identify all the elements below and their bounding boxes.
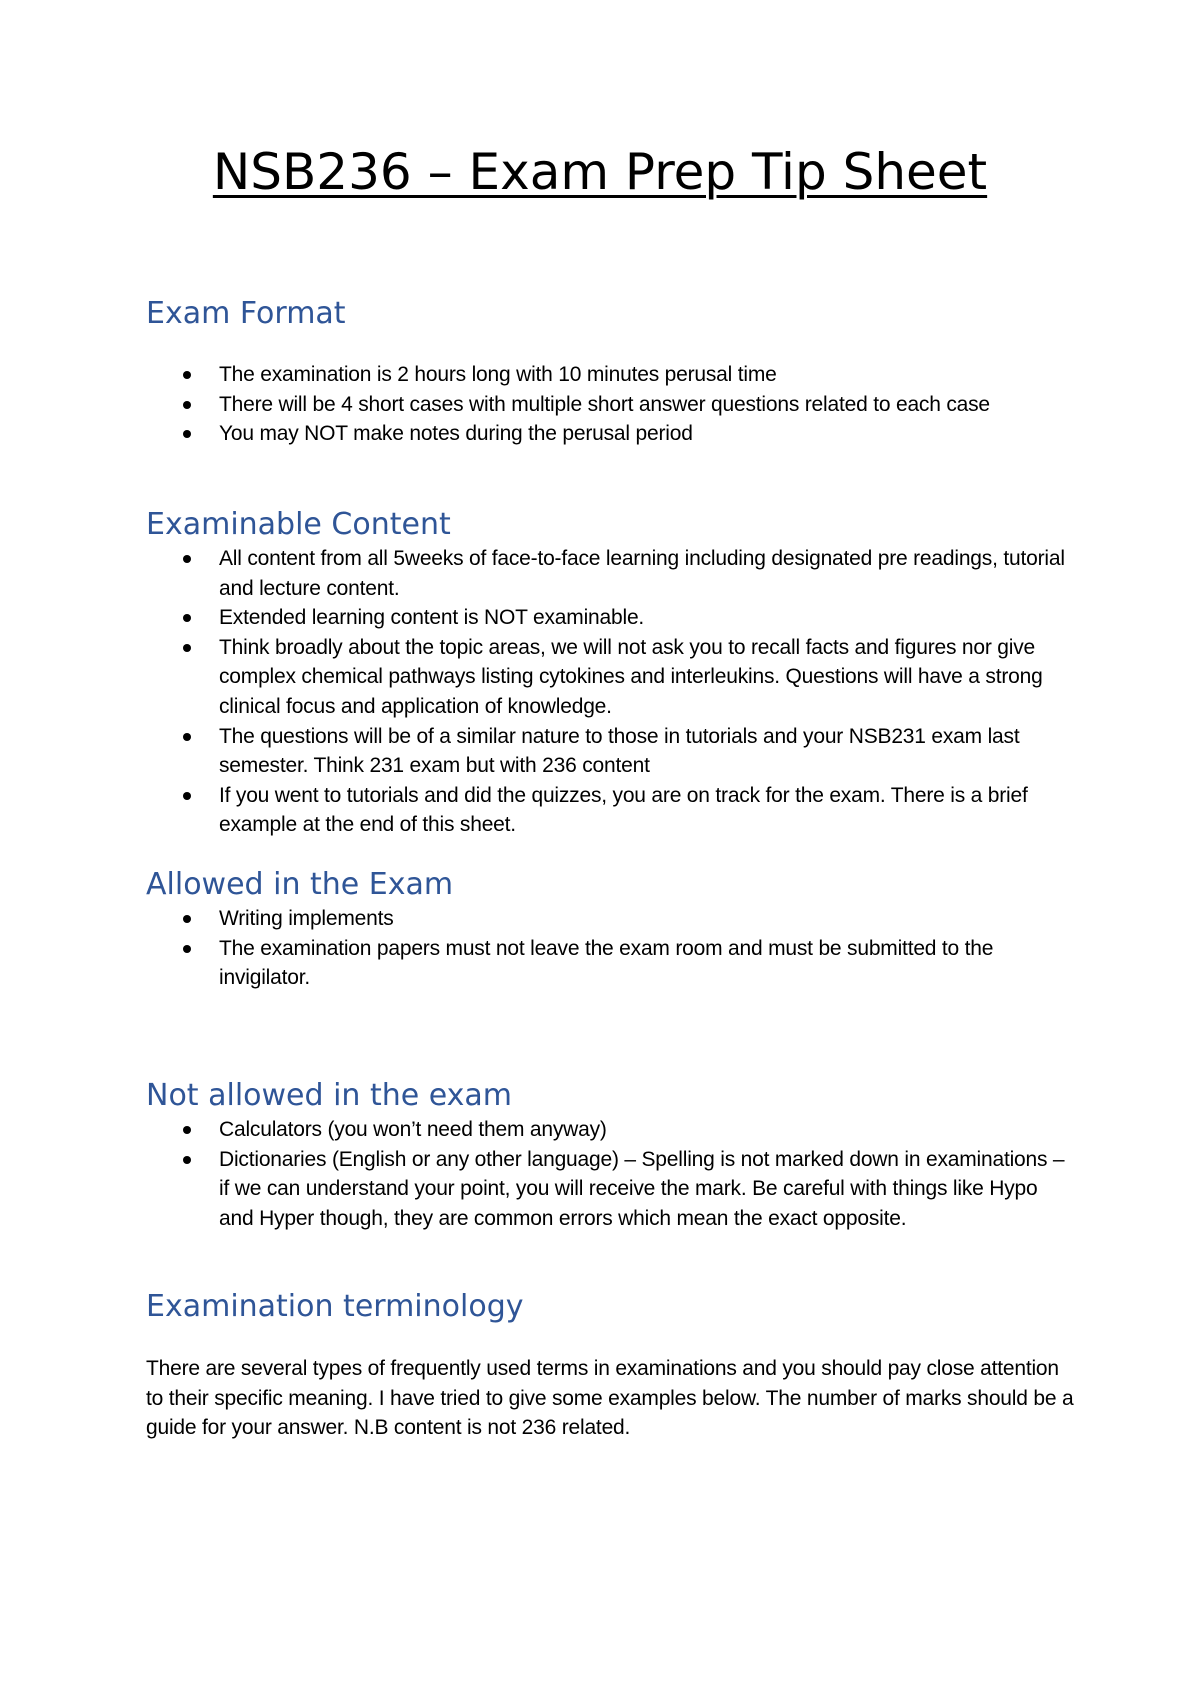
bullet-icon <box>183 644 191 652</box>
section-examinable-content <box>146 506 1076 840</box>
list-item: Think broadly about the topic areas, we will not ask you to recall facts and figures nor give complex chemical pathways listing cytokines and interleukins. Questions will have a strong clinical focus and application of knowledge. <box>146 633 1076 722</box>
section-exam-format <box>146 295 1076 449</box>
bullet-icon <box>183 1126 191 1134</box>
bullet-icon <box>183 430 191 438</box>
section-heading: Allowed in the Exam <box>146 867 454 902</box>
list-item: The examination papers must not leave the exam room and must be submitted to the invigilator. <box>146 934 1076 993</box>
bullet-icon <box>183 1156 191 1164</box>
list-item: Writing implements <box>146 904 1076 934</box>
list-item: There will be 4 short cases with multiple short answer questions related to each case <box>146 390 1076 420</box>
list-item: Dictionaries (English or any other language) – Spelling is not marked down in examinations – if we can understand your point, you will receive the mark. Be careful with things like Hypo and Hyper though, they are common errors which mean the exact opposite. <box>146 1145 1076 1234</box>
list-item: Calculators (you won’t need them anyway) <box>146 1115 1076 1145</box>
section-allowed-in-exam <box>146 866 1076 993</box>
section-heading: Not allowed in the exam <box>146 1078 513 1113</box>
bullet-icon <box>183 555 191 563</box>
section-heading: Examinable Content <box>146 507 451 542</box>
bullet-icon <box>183 371 191 379</box>
section-heading: Exam Format <box>146 296 346 331</box>
bullet-list <box>146 544 1076 840</box>
bullet-list <box>146 904 1076 993</box>
section-not-allowed-in-exam <box>146 1077 1076 1233</box>
section-examination-terminology <box>146 1288 1076 1443</box>
page-title: NSB236 – Exam Prep Tip Sheet <box>212 143 988 201</box>
list-item: Extended learning content is NOT examinable. <box>146 603 1076 633</box>
list-item: You may NOT make notes during the perusal period <box>146 419 1076 449</box>
bullet-icon <box>183 792 191 800</box>
bullet-icon <box>183 915 191 923</box>
list-item: The examination is 2 hours long with 10 minutes perusal time <box>146 360 1076 390</box>
section-heading: Examination terminology <box>146 1289 524 1324</box>
list-item: If you went to tutorials and did the quizzes, you are on track for the exam. There is a brief example at the end of this sheet. <box>146 781 1076 840</box>
list-item: The questions will be of a similar nature to those in tutorials and your NSB231 exam last semester. Think 231 exam but with 236 content <box>146 722 1076 781</box>
bullet-icon <box>183 945 191 953</box>
list-item: All content from all 5weeks of face-to-face learning including designated pre readings, tutorial and lecture content. <box>146 544 1076 603</box>
bullet-list <box>146 360 1076 449</box>
bullet-icon <box>183 614 191 622</box>
bullet-icon <box>183 733 191 741</box>
bullet-icon <box>183 401 191 409</box>
body-paragraph: There are several types of frequently used terms in examinations and you should pay close attention to their specific meaning. I have tried to give some examples below. The number of marks should be a guide for your answer. N.B content is not 236 related. <box>146 1357 1074 1440</box>
bullet-list <box>146 1115 1076 1233</box>
